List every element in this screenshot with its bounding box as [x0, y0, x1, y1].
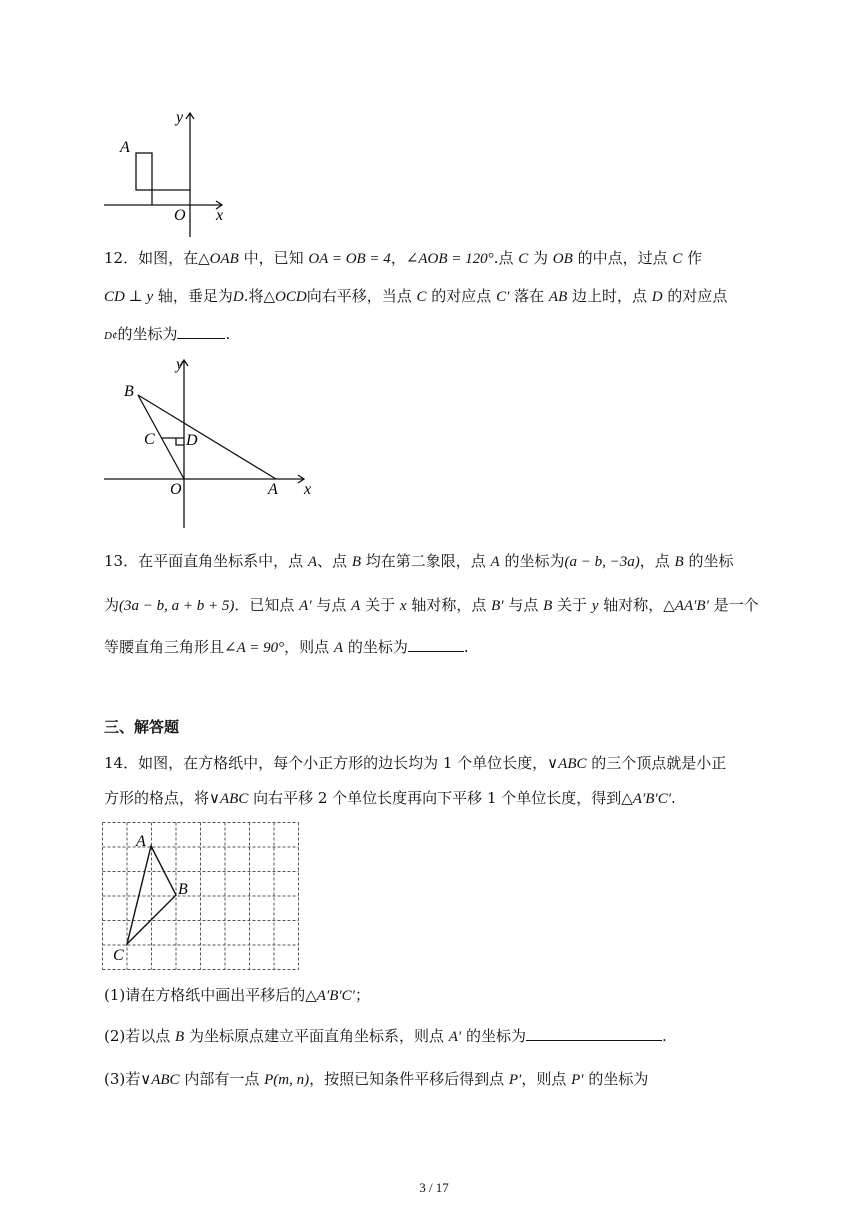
label-o: O: [174, 207, 186, 224]
answer-blank-q14-2[interactable]: [526, 1026, 662, 1041]
figure-q11: [100, 105, 240, 240]
figure-q12: [100, 352, 325, 532]
label-b: B: [124, 383, 134, 400]
label-x: x: [216, 207, 224, 224]
label-d: D: [186, 432, 198, 449]
section-title: 三、解答题: [104, 718, 180, 736]
q12-line3: D¢的坐标为 .: [104, 325, 231, 343]
right-angle-mark: [176, 438, 184, 445]
label-a: A: [136, 833, 146, 850]
q14-sub1: (1)请在方格纸中画出平移后的△A′B′C′；: [104, 986, 370, 1004]
q12-line1: 12．如图，在△OAB 中，已知 OA = OB = 4，∠AOB = 120°.点 C 为 OB 的中点，过点 C 作: [104, 249, 703, 267]
q13-line2: 为(3a − b, a + b + 5)．已知点 A′ 与点 A 关于 x 轴对称，点 B′ 与点 B 关于 y 轴对称，△AA′B′ 是一个: [104, 596, 759, 614]
label-o: O: [170, 481, 182, 498]
q13-line3: 等腰直角三角形且∠A = 90°，则点 A 的坐标为 .: [104, 638, 469, 656]
page-number: 3 / 17: [419, 1180, 449, 1195]
label-a: A: [268, 481, 278, 498]
answer-blank-q13[interactable]: [408, 637, 464, 652]
figure-q14-grid: [102, 822, 302, 972]
rect-a: [136, 153, 152, 190]
answer-blank-q12[interactable]: [177, 324, 225, 339]
label-x: x: [304, 481, 312, 498]
label-c: C: [144, 431, 155, 448]
q14-line1: 14．如图，在方格纸中，每个小正方形的边长均为 1 个单位长度，∨ABC 的三个顶点就是小正: [104, 754, 727, 772]
q14-sub3: (3)若∨ABC 内部有一点 P(m, n)，按照已知条件平移后得到点 P′，则点 P′ 的坐标为: [104, 1070, 649, 1088]
segment-ba: [138, 395, 276, 479]
q13-line1: 13．在平面直角坐标系中，点 A、点 B 均在第二象限，点 A 的坐标为(a − b, −3a)，点 B 的坐标: [104, 552, 734, 570]
q12-line2: CD ⊥ y 轴，垂足为D.将△OCD向右平移，当点 C 的对应点 C′ 落在 AB 边上时，点 D 的对应点: [104, 287, 728, 305]
label-c: C: [113, 947, 124, 964]
q14-sub2: (2)若以点 B 为坐标原点建立平面直角坐标系，则点 A′ 的坐标为 .: [104, 1027, 667, 1045]
label-b: B: [178, 881, 188, 898]
label-a: A: [120, 139, 130, 156]
label-y: y: [176, 356, 184, 373]
label-y: y: [176, 109, 184, 126]
q14-line2: 方形的格点，将∨ABC 向右平移 2 个单位长度再向下平移 1 个单位长度，得到△A′B′C′.: [104, 789, 676, 807]
